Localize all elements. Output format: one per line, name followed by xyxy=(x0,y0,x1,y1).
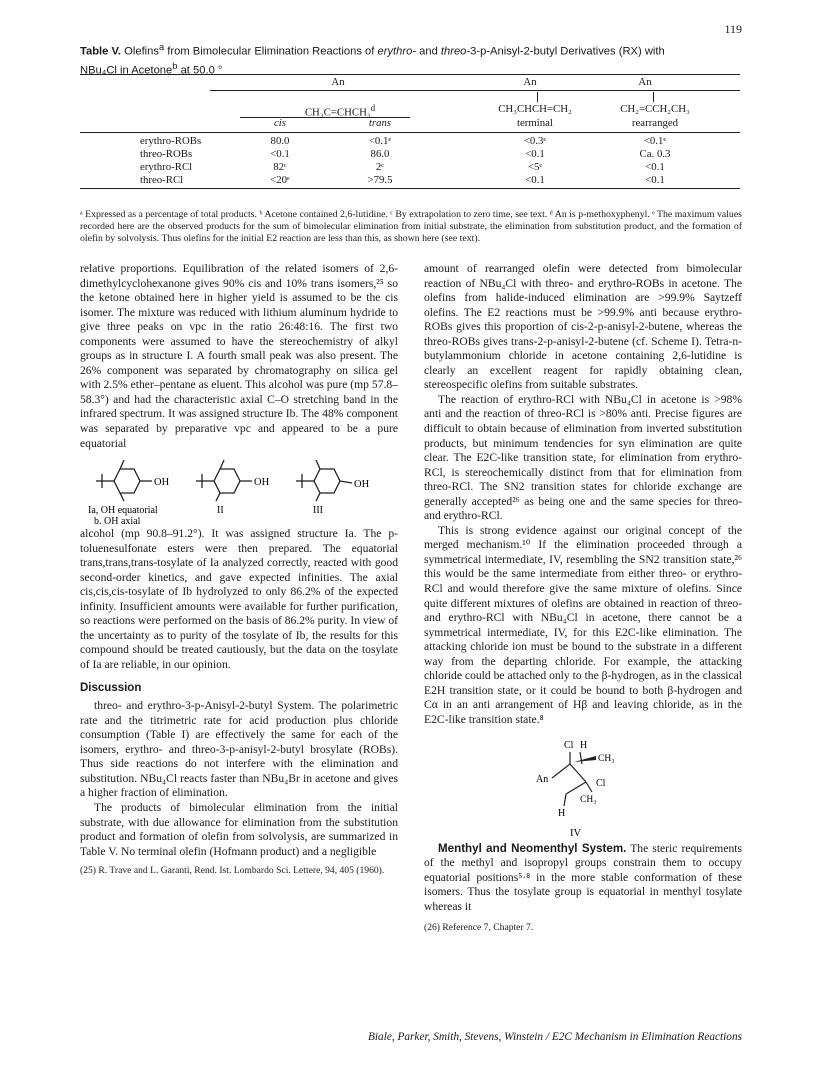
left-column xyxy=(80,262,398,877)
iv-cl-top: Cl xyxy=(564,739,574,751)
left-paragraph-4: The products of bimolecular elimination from the initial substrate, with due allowance for elimination from the substitution product and formation of olefin from solvolysis, are summarized in Table V. No terminal olefin (Hofmann product) and a negligible xyxy=(80,800,398,858)
left-paragraph-3: threo- and erythro-3-p-Anisyl-2-butyl System. The polarimetric rate and the titrimetric rate for acid production plus chloride consumption (Table I) are effectively the same for each of the isomers, erythro- and threo-3-p-anisyl-2-butyl brosylate (ROBs). Thus side reactions do not interfere with the elimination and substitution. NBu₄Cl reacts faster than NBu₄Br in acetone and gives a higher fraction of elimination. xyxy=(80,699,398,800)
table-footnotes: ᵃ Expressed as a percentage of total products. ᵇ Acetone contained 2,6-lutidine. ᶜ By extrapolation to zero time, see text. ᵈ An is p-methoxyphenyl. ᵉ The maximum values recorded here are the observed products for the sum of bimolecular elimination from initial substrate, the elimination from substitution product, and the formation of olefin by solvolysis. Thus olefins for the initial E2 reaction are less than this, as shown here (see text). xyxy=(80,209,742,245)
table-row-3-rearranged: <0.1 xyxy=(645,161,665,173)
structure-label-3: III xyxy=(313,505,323,517)
table-row-1-name: erythro-ROBs xyxy=(140,135,202,147)
bond-line-3 xyxy=(653,92,654,102)
oh-label-2: OH xyxy=(254,477,270,489)
right-paragraph-1: amount of rearranged olefin were detected from bimolecular reaction of NBu₄Cl with threo- and erythro-ROBs in acetone. The olefins from halide-induced elimination are >99.9% Saytzeff olefins. The E2 reactions must be >99.9% anti because erythro-ROBs gives this proportion of cis-2-p-anisyl-2-butene, whereas the threo-ROBs gives trans-2-p-anisyl-2-butene (cf. Scheme I). Tetra-n-butylammonium chloride in acetone containing 2,6-lutidine is clearly an excellent reagent for rapidly obtaining clean, stereospecific olefins from suitable substrates. xyxy=(424,262,742,392)
table-row-2-trans: 86.0 xyxy=(370,148,390,160)
cyclohexanol-structures xyxy=(80,457,398,527)
table-label: Table V. xyxy=(80,45,122,58)
table-row-4-rearranged: <0.1 xyxy=(645,174,665,186)
table-row-2-name: threo-ROBs xyxy=(140,148,193,160)
table-row-4-cis: <20ᵉ xyxy=(270,174,290,186)
header-cis: cis xyxy=(274,117,286,129)
right-paragraph-2: The reaction of erythro-RCl with NBu₄Cl in acetone is >98% anti and the reaction of threo-RCl is >80% anti. Precise figures are difficult to obtain because of elimination from inverted substitution products, but minimum tendencies for syn elimination are quite clear. The E2C-like transition state, for elimination from erythro-RCl, is stereochemically distinct from that for elimination from threo-RCl. The SN2 transition states for chloride exchange are generally accepted²⁶ as being one and the same species for threo- and erythro-RCl. xyxy=(424,392,742,523)
table-row-3-trans: 2ᶜ xyxy=(375,161,385,173)
table-caption: Table V. Olefins$^a$ from Bimolecular Elimination Reactions of erythro- and threo-3-p-Anisyl-2-butyl Derivatives (RX) with NBu₄Cl in Acetone$^b$ at 50.0 ° xyxy=(80,42,665,77)
iv-h-bottom: H xyxy=(558,807,566,819)
left-paragraph-1: relative proportions. Equilibration of the related isomers of 2,6-dimethylcyclohexanone gives 90% cis and 10% trans isomers,²⁵ so the ketone obtained here in higher yield is assumed to be the cis isomer. The mixture was reduced with lithium aluminum hydride to give three peaks on vpc in the ratio 26:48:16. The first two components were assumed to have the stereochemistry of alkyl groups as in structure I. A fourth small peak was also present. The 26% component was separated by chromatography on silica gel with 2.5% ether–pentane as eluent. This alcohol was pure (mp 57.8–58.3°) and had the characteristic axial C–O stretching band in the infrared spectrum. It was assigned structure Ib. The 48% component was separated by preparative vpc and appeared to be a pure equatorial xyxy=(80,262,398,450)
header-formula-1: CH₃C=CHCH₃$^d$ xyxy=(304,103,376,119)
table-top-rule xyxy=(80,74,740,75)
header-terminal: terminal xyxy=(517,117,553,129)
table-row-4-terminal: <0.1 xyxy=(525,174,545,186)
iv-ch3-a: CH₃ xyxy=(598,753,615,764)
table-row-1-trans: <0.1ᵉ xyxy=(368,135,392,147)
transition-state-iv xyxy=(424,734,742,842)
table-row-3-name: erythro-RCl xyxy=(140,161,193,173)
iv-h-top: H xyxy=(580,739,588,751)
iv-label: IV xyxy=(570,827,582,839)
header-formula-2: CH₃CHCH=CH₂ xyxy=(498,103,572,115)
oh-label-1: OH xyxy=(154,477,170,489)
structures-svg xyxy=(80,457,398,527)
discussion-heading: Discussion xyxy=(80,681,142,694)
table-row-3-terminal: <5ᵉ xyxy=(527,161,543,173)
table-row-1-rearranged: <0.1ᵉ xyxy=(643,135,667,147)
table-row-2-terminal: <0.1 xyxy=(525,148,545,160)
table-row-1-terminal: <0.3ᵉ xyxy=(523,135,547,147)
reference-25: (25) R. Trave and L. Garanti, Rend. Ist. Lombardo Sci. Lettere, 94, 405 (1960). xyxy=(80,865,385,877)
right-column xyxy=(424,262,742,934)
iv-ch3-b: CH₃ xyxy=(580,794,597,805)
header-trans: trans xyxy=(368,117,392,129)
table-row-4-trans: >79.5 xyxy=(367,174,393,186)
table-header-rule xyxy=(210,90,740,91)
reference-26: (26) Reference 7, Chapter 7. xyxy=(424,922,534,934)
page-footer: Biale, Parker, Smith, Stevens, Winstein / E2C Mechanism in Elimination Reactions xyxy=(368,1031,742,1043)
table-mid-rule xyxy=(80,132,740,133)
menthyl-heading: Menthyl and Neomenthyl System. xyxy=(438,841,627,855)
table-row-3-cis: 82ᶜ xyxy=(273,161,287,173)
structure-label-1b: b. OH axial xyxy=(94,516,141,528)
header-rearranged: rearranged xyxy=(631,117,679,129)
right-paragraph-3: This is strong evidence against our original concept of the merged mechanism.¹⁰ If the elimination proceeded through a symmetrical intermediate, IV, resembling the SN2 transition state,²⁶ this would be the same intermediate from either threo- or erythro-RCl and would therefore give the same mixture of olefins. Since quite different mixtures of olefins are obtained in reaction of threo- and erythro-RCl with NBu₄Cl in acetone, there cannot be a symmetrical intermediate, IV, for this E2C-like elimination. The attacking chloride ion must be bound to the substrate in a different way from the departing chloride. For example, the attacking chloride could be attached only to the β-hydrogen, as in the classical E2H transition state, or it could be bound to both β-hydrogen and Cα in an anti arrangement of Hβ and leaving chloride, as in the E2C-like transition state.⁸ xyxy=(424,523,742,726)
page-number: 119 xyxy=(724,22,742,36)
table-row-2-cis: <0.1 xyxy=(270,148,290,160)
bond-line-2 xyxy=(537,92,538,102)
left-paragraph-2: alcohol (mp 90.8–91.2°). It was assigned structure Ia. The p-toluenesulfonate esters were then prepared. The equatorial trans,trans,trans-tosylate of Ia analyzed correctly, reacted with good second-order kinetics, and gave expected infinities. The axial cis,cis,cis-tosylate of Ib hydrolyzed to only 86.2% of the expected infinity. Insufficient amounts were available for further purification, so reactions were performed on the basis of 86.2% purity. In view of the uncertainty as to purity of the tosylate of Ib, the results for this compound should be treated cautiously, but the data on the tosylate of Ia are reliable, in our opinion. xyxy=(80,527,398,672)
table-row-4-name: threo-RCl xyxy=(140,174,184,186)
table-bottom-rule xyxy=(80,188,740,189)
structure-label-2: II xyxy=(217,505,224,517)
iv-cl-right: Cl xyxy=(596,777,606,789)
header-an-1: An xyxy=(331,76,345,88)
header-an-3: An xyxy=(638,76,652,88)
table-row-1-cis: 80.0 xyxy=(270,135,290,147)
oh-label-3: OH xyxy=(354,479,370,491)
header-an-2: An xyxy=(523,76,537,88)
transition-state-svg xyxy=(424,734,742,842)
table-row-2-rearranged: Ca. 0.3 xyxy=(639,148,671,160)
iv-an: An xyxy=(536,773,549,785)
right-paragraph-4: Menthyl and Neomenthyl System. The steric requirements of the methyl and isopropyl groups constrain them to occupy equatorial positions⁵·⁸ in the more stable conformation of these isomers. Thus the tosylate group is equatorial in menthyl tosylate whereas it xyxy=(424,841,742,913)
structure-label-1a: Ia, OH equatorial xyxy=(88,505,158,517)
header-formula-3: CH₂=CCH₂CH₃ xyxy=(620,103,690,115)
